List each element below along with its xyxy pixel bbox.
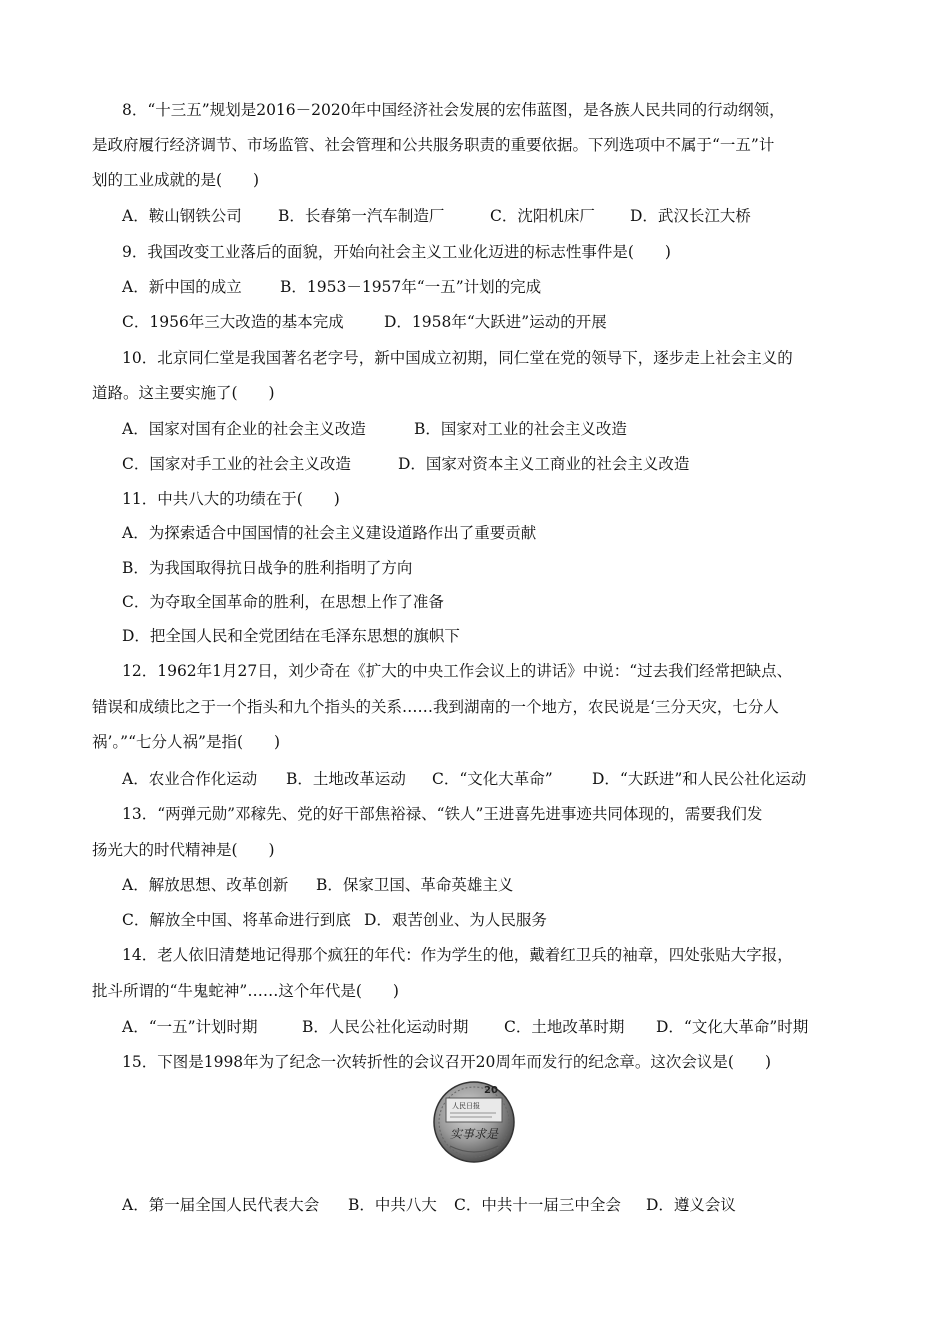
question-15-line-1: 15．下图是1998年为了纪念一次转折性的会议召开20周年而发行的纪念章。这次会议是( ) (122, 1053, 771, 1071)
question-10-options-row-1 (0, 417, 950, 441)
question-10-options-row-2 (0, 452, 950, 476)
question-8-line-2: 是政府履行经济调节、市场监管、社会管理和公共服务职责的重要依据。下列选项中不属于“一五”计 (92, 136, 775, 154)
option-c: C．国家对手工业的社会主义改造 (122, 455, 351, 473)
option-a: A．农业合作化运动 (122, 770, 258, 788)
option-a: A．国家对国有企业的社会主义改造 (122, 420, 366, 438)
question-12-line-2: 错误和成绩比之于一个指头和九个指头的关系……我到湖南的一个地方，农民说是‘三分天灾，七分人 (92, 698, 779, 716)
option-d: D．国家对资本主义工商业的社会主义改造 (398, 455, 690, 473)
option-b: B．人民公社化运动时期 (302, 1018, 469, 1036)
question-13-options-row-2 (0, 908, 950, 932)
question-9-line-1: 9．我国改变工业落后的面貌，开始向社会主义工业化迈进的标志性事件是( ) (122, 243, 671, 261)
question-11-option-c: C．为夺取全国革命的胜利，在思想上作了准备 (122, 593, 444, 611)
question-11-option-b: B．为我国取得抗日战争的胜利指明了方向 (122, 559, 413, 577)
question-8-line-1: 8．“十三五”规划是2016－2020年中国经济社会发展的宏伟蓝图，是各族人民共同的行动纲领， (122, 101, 785, 119)
question-9-options-row-1 (0, 275, 950, 299)
option-c: C．解放全中国、将革命进行到底 (122, 911, 351, 929)
question-11-option-a: A．为探索适合中国国情的社会主义建设道路作出了重要贡献 (122, 524, 537, 542)
question-12-line-3: 祸’。”“七分人祸”是指( ) (92, 733, 281, 751)
badge-newspaper-text: 人民日报 (452, 1102, 480, 1110)
question-8-line-3: 划的工业成就的是( ) (92, 171, 260, 189)
question-12-line-1: 12．1962年1月27日，刘少奇在《扩大的中央工作会议上的讲话》中说：“过去我们经常把缺点、 (122, 662, 793, 680)
option-b: B．长春第一汽车制造厂 (278, 207, 445, 225)
option-b: B．中共八大 (348, 1196, 437, 1214)
badge-number-text: 20 (484, 1085, 498, 1096)
option-c: C．1956年三大改造的基本完成 (122, 313, 344, 331)
question-15-options (0, 1193, 950, 1217)
option-b: B．1953－1957年“一五”计划的完成 (280, 278, 542, 296)
badge-inscription-text: 实事求是 (449, 1127, 499, 1141)
option-d: D．艰苦创业、为人民服务 (364, 911, 547, 929)
option-c: C．中共十一届三中全会 (454, 1196, 621, 1214)
option-a: A．第一届全国人民代表大会 (122, 1196, 320, 1214)
commemorative-badge-image (432, 1080, 516, 1164)
option-b: B．保家卫国、革命英雄主义 (316, 876, 514, 894)
option-a: A．解放思想、改革创新 (122, 876, 289, 894)
question-14-line-1: 14．老人依旧清楚地记得那个疯狂的年代：作为学生的他，戴着红卫兵的袖章，四处张贴大字报， (122, 946, 793, 964)
option-a: A．鞍山钢铁公司 (122, 207, 242, 225)
option-d: D．“文化大革命”时期 (656, 1018, 809, 1036)
option-d: D．1958年“大跃进”运动的开展 (384, 313, 607, 331)
question-10-line-1: 10．北京同仁堂是我国著名老字号，新中国成立初期，同仁堂在党的领导下，逐步走上社会主义的 (122, 349, 793, 367)
option-b: B．土地改革运动 (286, 770, 406, 788)
option-a: A．新中国的成立 (122, 278, 242, 296)
question-12-options (0, 767, 950, 791)
question-14-line-2: 批斗所谓的“牛鬼蛇神”……这个年代是( ) (92, 982, 399, 1000)
question-9-options-row-2 (0, 310, 950, 334)
question-13-line-2: 扬光大的时代精神是( ) (92, 841, 275, 859)
option-a: A．“一五”计划时期 (122, 1018, 258, 1036)
question-13-options-row-1 (0, 873, 950, 897)
option-d: D．武汉长江大桥 (630, 207, 751, 225)
commemorative-badge-icon (432, 1080, 516, 1164)
question-10-line-2: 道路。这主要实施了( ) (92, 384, 275, 402)
question-14-options (0, 1015, 950, 1039)
question-8-options (0, 204, 950, 228)
question-11-line-1: 11．中共八大的功绩在于( ) (122, 490, 340, 508)
question-13-line-1: 13．“两弹元勋”邓稼先、党的好干部焦裕禄、“铁人”王进喜先进事迹共同体现的，需要我们发 (122, 805, 763, 823)
question-11-option-d: D．把全国人民和全党团结在毛泽东思想的旗帜下 (122, 627, 460, 645)
option-c: C．沈阳机床厂 (490, 207, 595, 225)
option-b: B．国家对工业的社会主义改造 (414, 420, 627, 438)
option-c: C．“文化大革命” (432, 770, 553, 788)
option-d: D．“大跃进”和人民公社化运动 (592, 770, 807, 788)
option-c: C．土地改革时期 (504, 1018, 625, 1036)
option-d: D．遵义会议 (646, 1196, 736, 1214)
